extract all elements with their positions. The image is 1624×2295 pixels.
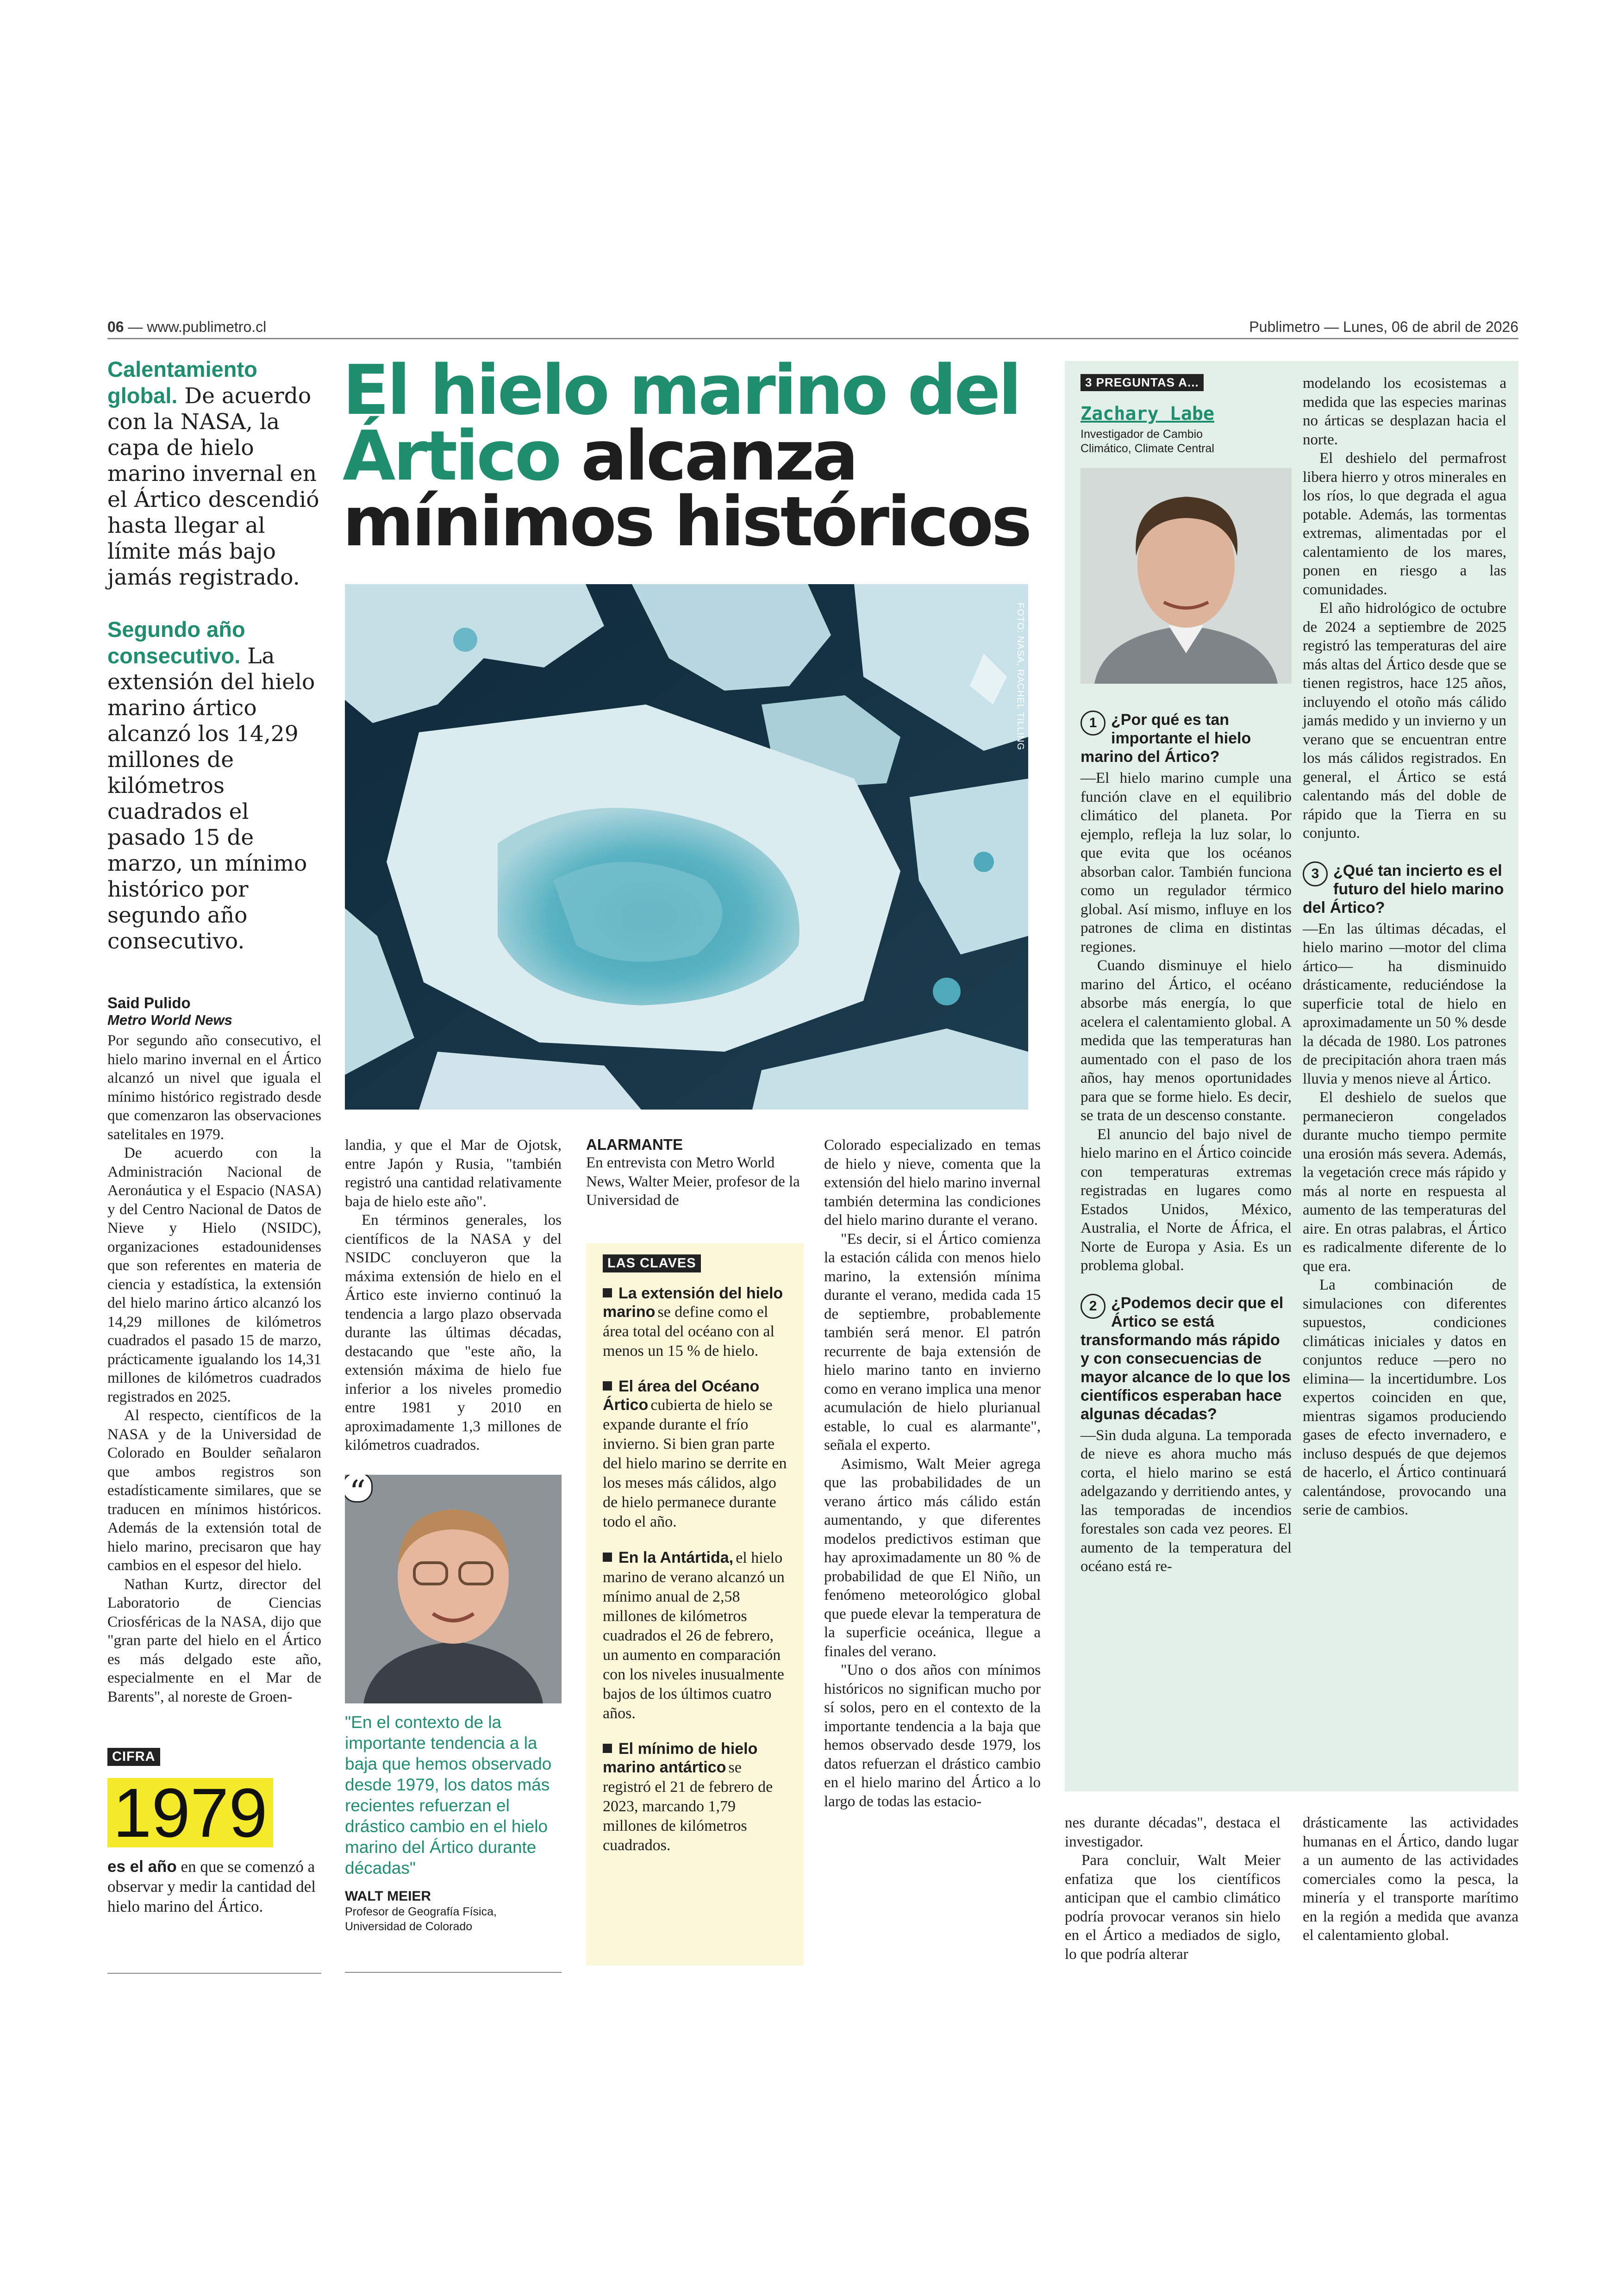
headline-black-3: mínimos históricos [343, 482, 1030, 561]
clave-2-text: cubierta de hielo se expande durante el frío invierno. Si bien gran parte del hielo marino se derrite en los meses más cálidos, algo de hielo permanece durante todo el año. [603, 1397, 787, 1530]
quote-role-1: Profesor de Geografía Física, [345, 1905, 497, 1918]
lead-2 [107, 617, 321, 954]
col2-para-2: En términos generales, los científicos de la NASA y del NSIDC concluyeron que la máxima extensión de hielo en el Ártico este invierno continuó la tendencia a largo plazo observada durante las últimas décadas, destacando que "este año, la extensión máxima de hielo fue inferior a los niveles promedio entre 1981 y 2010 en aproximadamente 1,3 millones de kilómetros cuadrados. [345, 1212, 562, 1453]
qa-column-b [1303, 374, 1506, 1520]
q3-number-icon: 3 [1303, 861, 1328, 886]
arctic-ice-illustration [345, 584, 1028, 1110]
claves-box [586, 1243, 804, 1965]
headline-black-2: alcanza [581, 416, 856, 496]
arctic-ice-photo [345, 584, 1028, 1110]
qa-column-a [1081, 374, 1292, 1576]
headline-green-2: Ártico [343, 416, 560, 496]
quote-text: "En el contexto de la importante tendencia a la baja que hemos observado desde 1979, los datos más recientes refuerzan el drástico cambio en el hielo marino del Ártico durante décadas" [345, 1713, 552, 1877]
sidebar [107, 356, 321, 1706]
col6-para-1: drásticamente las actividades humanas en el Ártico, dando lugar a un aumento de las actividades comerciales como la pesca, la minería y el transporte marítimo en la región a medida que avanza el calentamiento global. [1303, 1815, 1518, 1944]
page-number: 06 [107, 318, 124, 335]
bullet-square-icon [603, 1381, 612, 1391]
bullet-square-icon [603, 1288, 612, 1297]
issue-date: Lunes, 06 de abril de 2026 [1343, 318, 1518, 335]
quote-mark-icon: “ [345, 1475, 373, 1503]
lead-1 [107, 356, 321, 591]
bullet-square-icon [603, 1744, 612, 1753]
q1-text: ¿Por qué es tan importante el hielo marino del Ártico? [1081, 711, 1251, 766]
cifra-caption [107, 1857, 321, 1916]
cifra-bold: es el año [107, 1858, 177, 1876]
col4-para-4: "Uno o dos años con mínimos históricos no significan mucho por sí solos, pero en el contexto de la importante tendencia a la baja que hemos observado desde 1979, los datos refuerzan el drástico cambio en el hielo marino del Ártico a lo largo de todas las estacio- [824, 1662, 1041, 1810]
qa-interviewee-name: Zachary Labe [1081, 403, 1214, 424]
quote-box [345, 1475, 562, 1934]
clave-3-title: En la Antártida, [618, 1549, 734, 1566]
col4-para-2: "Es decir, si el Ártico comienza la estación cálida con menos hielo marino, la extensión mínima durante el verano, medida cada 15 de septiembre, probablemente también será menor. El patrón recurrente de baja extensión de hielo marino tanto en invierno como en verano implica una menor acumulación de hielo plurianual estable, lo cual es alarmante", señala el experto. [824, 1230, 1041, 1453]
a3-para-3: La combinación de simulaciones con diferentes supuestos, condiciones climáticas iniciales y datos en conjuntos reduce —pero no elimina— la incertidumbre. Los expertos coinciden en que, mientras sigamos produciendo gases de efecto invernadero, e incluso después de que dejemos de hacerlo, el Ártico continuará calentándose, provocando una serie de cambios. [1303, 1277, 1506, 1518]
sidebar-para-4: Nathan Kurtz, director del Laboratorio de Ciencias Criosféricas de la NASA, dijo que "gran parte del hielo en el Ártico es más delgado este año, especialmente en el Mar de Barents", al noreste de Groen- [107, 1576, 321, 1705]
col5-para-2: Para concluir, Walt Meier enfatiza que los científicos anticipan que el cambio climático podría provocar veranos sin hielo en el Ártico a mediados de siglo, lo que podría alterar [1065, 1852, 1280, 1963]
q1-number-icon: 1 [1081, 711, 1106, 736]
column-4 [824, 1136, 1041, 1811]
author-name: Said Pulido [107, 994, 191, 1011]
q3-text: ¿Qué tan incierto es el futuro del hielo marino del Ártico? [1303, 861, 1504, 917]
col2-para-1: landia, y que el Mar de Ojotsk, entre Japón y Rusia, "también registró una cantidad relativamente baja de hielo este año". [345, 1137, 562, 1210]
brand-name: Publimetro [1249, 318, 1320, 335]
clave-item-4 [603, 1740, 791, 1855]
q2-text: ¿Podemos decir que el Ártico se está transformando más rápido y con consecuencias de mayor alcance de lo que los científicos esperaban hace algunas décadas? [1081, 1294, 1291, 1423]
header-rule [107, 338, 1518, 339]
column-5 [1065, 1814, 1280, 1964]
site-url: www.publimetro.cl [147, 318, 267, 335]
a3-para-1: —En las últimas décadas, el hielo marino —motor del clima ártico— ha disminuido drásticamente, reduciéndose la superficie total de hielo en aproximadamente un 50 % desde la década de 1980. Los patrones de precipitación ahora traen más lluvia y menos nieve al Ártico. [1303, 920, 1506, 1087]
headline [343, 350, 1056, 561]
quote-name: WALT MEIER [345, 1889, 431, 1904]
lead-1-text: De acuerdo con la NASA, la capa de hielo marino invernal en el Ártico descendió hasta llegar al límite más bajo jamás registrado. [107, 383, 319, 590]
headline-text [343, 350, 1056, 561]
a2-para: —Sin duda alguna. La temporada de nieve es ahora mucho más corta, el hielo marino se está adelgazando y derritiendo antes, y las temporadas de incendios forestales son cada vez peores. El aumento de la temperatura del océano está re- [1081, 1427, 1292, 1575]
question-3 [1303, 861, 1506, 920]
clave-item-3 [603, 1548, 791, 1723]
col4-para-1: Colorado especializado en temas de hielo y nieve, comenta que la extensión del hielo marino invernal también determina las condiciones del hielo marino durante el verano. [824, 1137, 1041, 1229]
column-6 [1303, 1814, 1518, 1945]
header-left [107, 318, 266, 336]
cifra-label: CIFRA [107, 1748, 160, 1766]
qa-label: 3 PREGUNTAS A... [1081, 374, 1204, 391]
claves-label: LAS CLAVES [603, 1254, 701, 1272]
author-outlet: Metro World News [107, 1012, 232, 1028]
photo-credit: FOTO: NASA, RACHEL TILLING [1015, 603, 1025, 751]
qa-role-2: Climático, Climate Central [1081, 442, 1214, 455]
a3-para-2: El deshielo de suelos que permanecieron congelados durante mucho tiempo permite una erosión más severa. Además, la vegetación crece más rápido y más al norte en respuesta al aumento de las temperaturas del aire. En otras palabras, el Ártico es radicalmente diferente de lo que era. [1303, 1089, 1506, 1275]
quote-role-2: Universidad de Colorado [345, 1920, 473, 1933]
quote-bottom-rule [345, 1972, 562, 1973]
clave-item-1 [603, 1285, 791, 1361]
portrait-illustration [345, 1475, 562, 1703]
lead-2-bold: Segundo año consecutivo. [107, 617, 245, 668]
clave-item-2 [603, 1378, 791, 1532]
header-dash: — [128, 318, 147, 335]
zachary-labe-photo [1081, 468, 1292, 684]
qa-role-1: Investigador de Cambio [1081, 428, 1203, 441]
clave-2-title: El área del Océano Ártico [603, 1378, 760, 1414]
cifra-number: 1979 [107, 1778, 273, 1847]
clave-4-title: El mínimo de hielo marino antártico [603, 1740, 758, 1776]
clave-1-text: se define como el área total del océano con al menos un 15 % de hielo. [603, 1303, 775, 1360]
q2-number-icon: 2 [1081, 1294, 1106, 1319]
a1-para-1: —El hielo marino cumple una función clave en el equilibrio climático del planeta. Por ejemplo, refleja la luz solar, lo que evita que los océanos absorban calor. También funciona como un regulador térmico global. Así mismo, influye en los patrones de clima en distintas regiones. [1081, 770, 1292, 955]
lead-1-bold: Calentamiento global. [107, 357, 257, 408]
a1-para-2: Cuando disminuye el hielo marino del Ártico, el océano absorbe más energía, lo que acelera el calentamiento global. A medida que las temperaturas han aumentado con el paso de los años, hay menos oportunidades para que se forme hielo. Es decir, se trata de un descenso constante. [1081, 957, 1292, 1124]
cifra-bottom-rule [107, 1973, 321, 1974]
question-1 [1081, 711, 1292, 769]
clave-4-text: se registró el 21 de febrero de 2023, marcando 1,79 millones de kilómetros cuadrados. [603, 1759, 773, 1854]
question-2 [1081, 1294, 1292, 1426]
qa-colb-para-3: El año hidrológico de octubre de 2024 a septiembre de 2025 registró las temperaturas del aire más altas del Ártico desde que se tienen registros, hace 125 años, incluyendo el otoño más cálido jamás medido y un invierno y un verano que se encuentran entre los más cálidos registrados. En general, el Ártico se está calentando más del doble de rápido que la Tierra en su conjunto. [1303, 600, 1506, 842]
clave-3-text: el hielo marino de verano alcanzó un mínimo anual de 2,58 millones de kilómetros cuadrados el 26 de febrero, un aumento en comparación con los niveles inusualmente bajos de los últimos cuatro años. [603, 1549, 785, 1722]
headline-green-1: El hielo marino del [343, 350, 1020, 430]
qa-colb-para-1: modelando los ecosistemas a medida que las especies marinas no árticas se desplazan hacia el norte. [1303, 375, 1506, 448]
cifra-box [107, 1748, 321, 1916]
clave-1-title: La extensión del hielo marino [603, 1285, 783, 1321]
portrait-illustration [1081, 468, 1292, 684]
bullet-square-icon [603, 1553, 612, 1562]
column-3 [586, 1136, 804, 1210]
cifra-text: en que se comenzó a observar y medir la cantidad del hielo marino del Ártico. [107, 1858, 316, 1915]
col3-intro: En entrevista con Metro World News, Walter Meier, profesor de la Universidad de [586, 1154, 800, 1209]
header-right [1249, 318, 1518, 336]
a1-para-3: El anuncio del bajo nivel de hielo marino en el Ártico coincide con temperaturas extremas registradas en lugares como Estados Unidos, México, Australia, el Norte de África, el Norte de Europa y Asia. Es un problema global. [1081, 1126, 1292, 1274]
sidebar-para-3: Al respecto, científicos de la NASA y de la Universidad de Colorado en Boulder señalaron que ambos registros son estadísticamente similares, que se traducen en mínimos históricos. Además de la extensión total de hielo marino, precisaron que hay cambios en el espesor del hielo. [107, 1407, 321, 1574]
sidebar-para-1: Por segundo año consecutivo, el hielo marino invernal en el Ártico alcanzó un nivel que iguala el mínimo histórico registrado desde que comenzaron las observaciones satelitales en 1979. [107, 1032, 321, 1143]
kicker: ALARMANTE [586, 1136, 683, 1153]
col4-para-3: Asimismo, Walt Meier agrega que las probabilidades de un verano ártico más cálido están aumentando, y que diferentes modelos predictivos estiman que hay aproximadamente un 80 % de probabilidad de que El Niño, un fenómeno meteorológico global que puede elevar la temperatura de la superficie oceánica, llegue a finales del verano. [824, 1455, 1041, 1660]
header-dash-right: — [1324, 318, 1343, 335]
qa-colb-para-2: El deshielo del permafrost libera hierro y otros minerales en los ríos, lo que degrada el agua potable. Además, las tormentas extremas, alimentadas por el calentamiento de los mares, ponen en riesgo a las comunidades. [1303, 450, 1506, 598]
col5-para-1: nes durante décadas", destaca el investigador. [1065, 1815, 1280, 1850]
column-2 [345, 1136, 562, 1455]
sidebar-para-2: De acuerdo con la Administración Nacional de Aeronáutica y el Espacio (NASA) y del Centro Nacional de Datos de Nieve y Hielo (NSIDC), organizaciones estadounidenses que son referentes en materia de ciencia y estadística, la extensión del hielo marino ártico alcanzó los 14,29 millones de kilómetros cuadrados el pasado 15 de marzo, prácticamente igualando los 14,31 millones de kilómetros cuadrados registrados en 2025. [107, 1145, 321, 1405]
lead-2-text: La extensión del hielo marino ártico alcanzó los 14,29 millones de kilómetros cuadrados el pasado 15 de marzo, un mínimo histórico por segundo año consecutivo. [107, 643, 315, 954]
walt-meier-photo [345, 1475, 562, 1703]
